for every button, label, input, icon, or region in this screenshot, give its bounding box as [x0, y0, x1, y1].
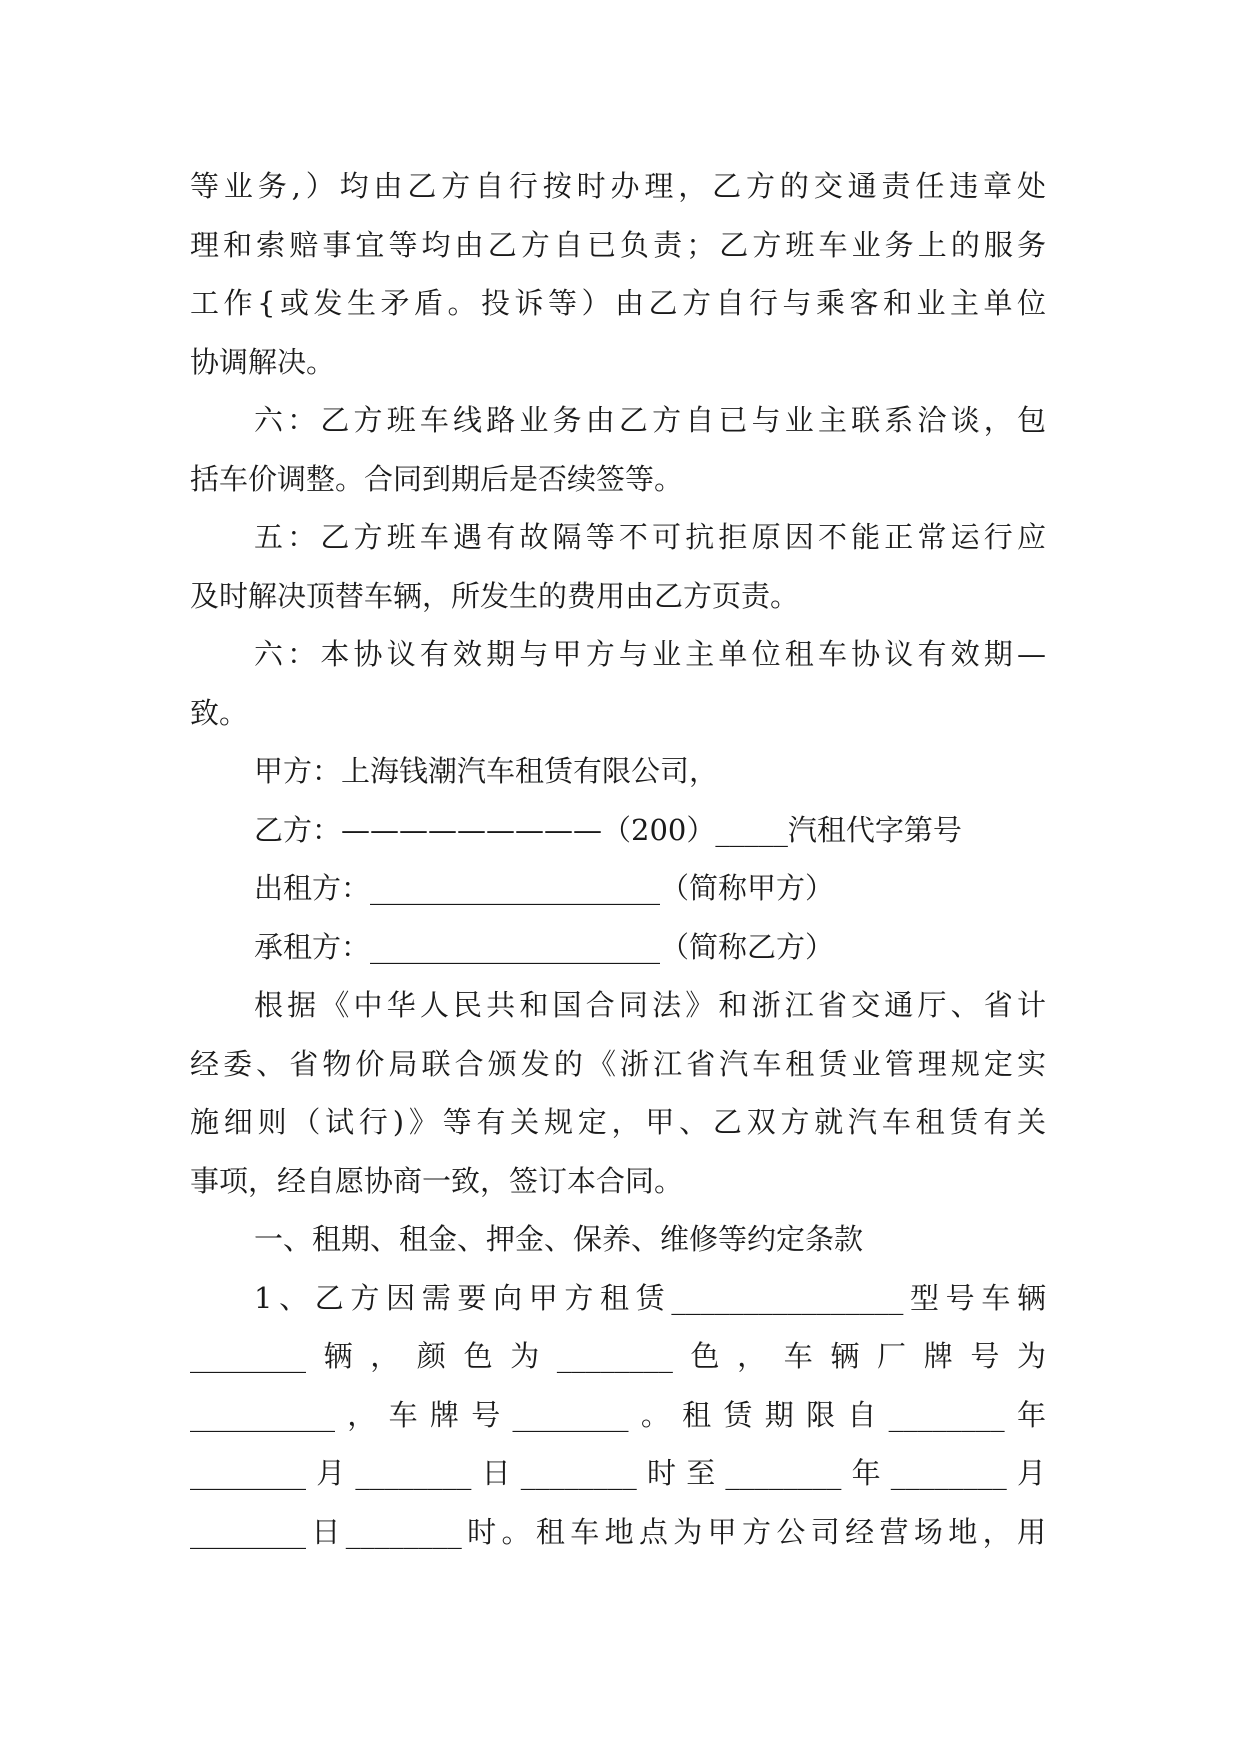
paragraph-line: ________日________时。租车地点为甲方公司经营场地，用	[190, 1514, 1046, 1549]
clause-five-line: 五：乙方班车遇有故隔等不可抗拒原因不能正常运行应	[254, 520, 1046, 554]
paragraph-line: 经委、省物价局联合颁发的《浙江省汽车租赁业管理规定实	[190, 1046, 1046, 1081]
paragraph-line: __________，车牌号________。租赁期限自________年	[190, 1397, 1046, 1432]
paragraph-line: 括车价调整。合同到期后是否续签等。	[190, 461, 684, 496]
paragraph-line: ________辆，颜色为________色，车辆厂牌号为	[190, 1339, 1046, 1373]
clause-six-line: 六：乙方班车线路业务由乙方自已与业主联系洽谈，包	[254, 403, 1046, 437]
party-a-line: 甲方：上海钱潮汽车租赁有限公司，	[254, 754, 719, 788]
clause-six-validity-line: 六：本协议有效期与甲方与业主单位租车协议有效期—	[254, 637, 1046, 671]
party-b-line: 乙方：—————————（200）_____汽租代字第号	[254, 812, 962, 847]
paragraph-line: 及时解决顶替车辆，所发生的费用由乙方页责。	[190, 578, 800, 613]
paragraph-line: ________月________日________时至________年________月	[190, 1456, 1046, 1490]
document-body	[190, 157, 1046, 1561]
paragraph-line: 事项，经自愿协商一致，签订本合同。	[190, 1163, 684, 1198]
paragraph-line: 工作{或发生矛盾。投诉等）由乙方自行与乘客和业主单位	[190, 286, 1046, 320]
lessee-line: 承租方：____________________（简称乙方）	[254, 929, 835, 964]
paragraph-line: 协调解决。	[190, 344, 336, 379]
lessor-line: 出租方：____________________（简称甲方）	[254, 871, 835, 905]
paragraph-line: 等业务,）均由乙方自行按时办理，乙方的交通责任违章处	[190, 169, 1046, 203]
item-one-line: 1、乙方因需要向甲方租赁________________型号车辆	[254, 1280, 1046, 1315]
paragraph-line: 理和索赔事宜等均由乙方自已负责；乙方班车业务上的服务	[190, 227, 1046, 262]
paragraph-line: 施细则（试行)》等有关规定，甲、乙双方就汽车租赁有关	[190, 1105, 1046, 1139]
section-heading: 一、租期、租金、押金、保养、维修等约定条款	[254, 1222, 864, 1256]
preamble-line: 根据《中华人民共和国合同法》和浙江省交通厅、省计	[254, 988, 1046, 1022]
paragraph-line: 致。	[190, 695, 249, 730]
